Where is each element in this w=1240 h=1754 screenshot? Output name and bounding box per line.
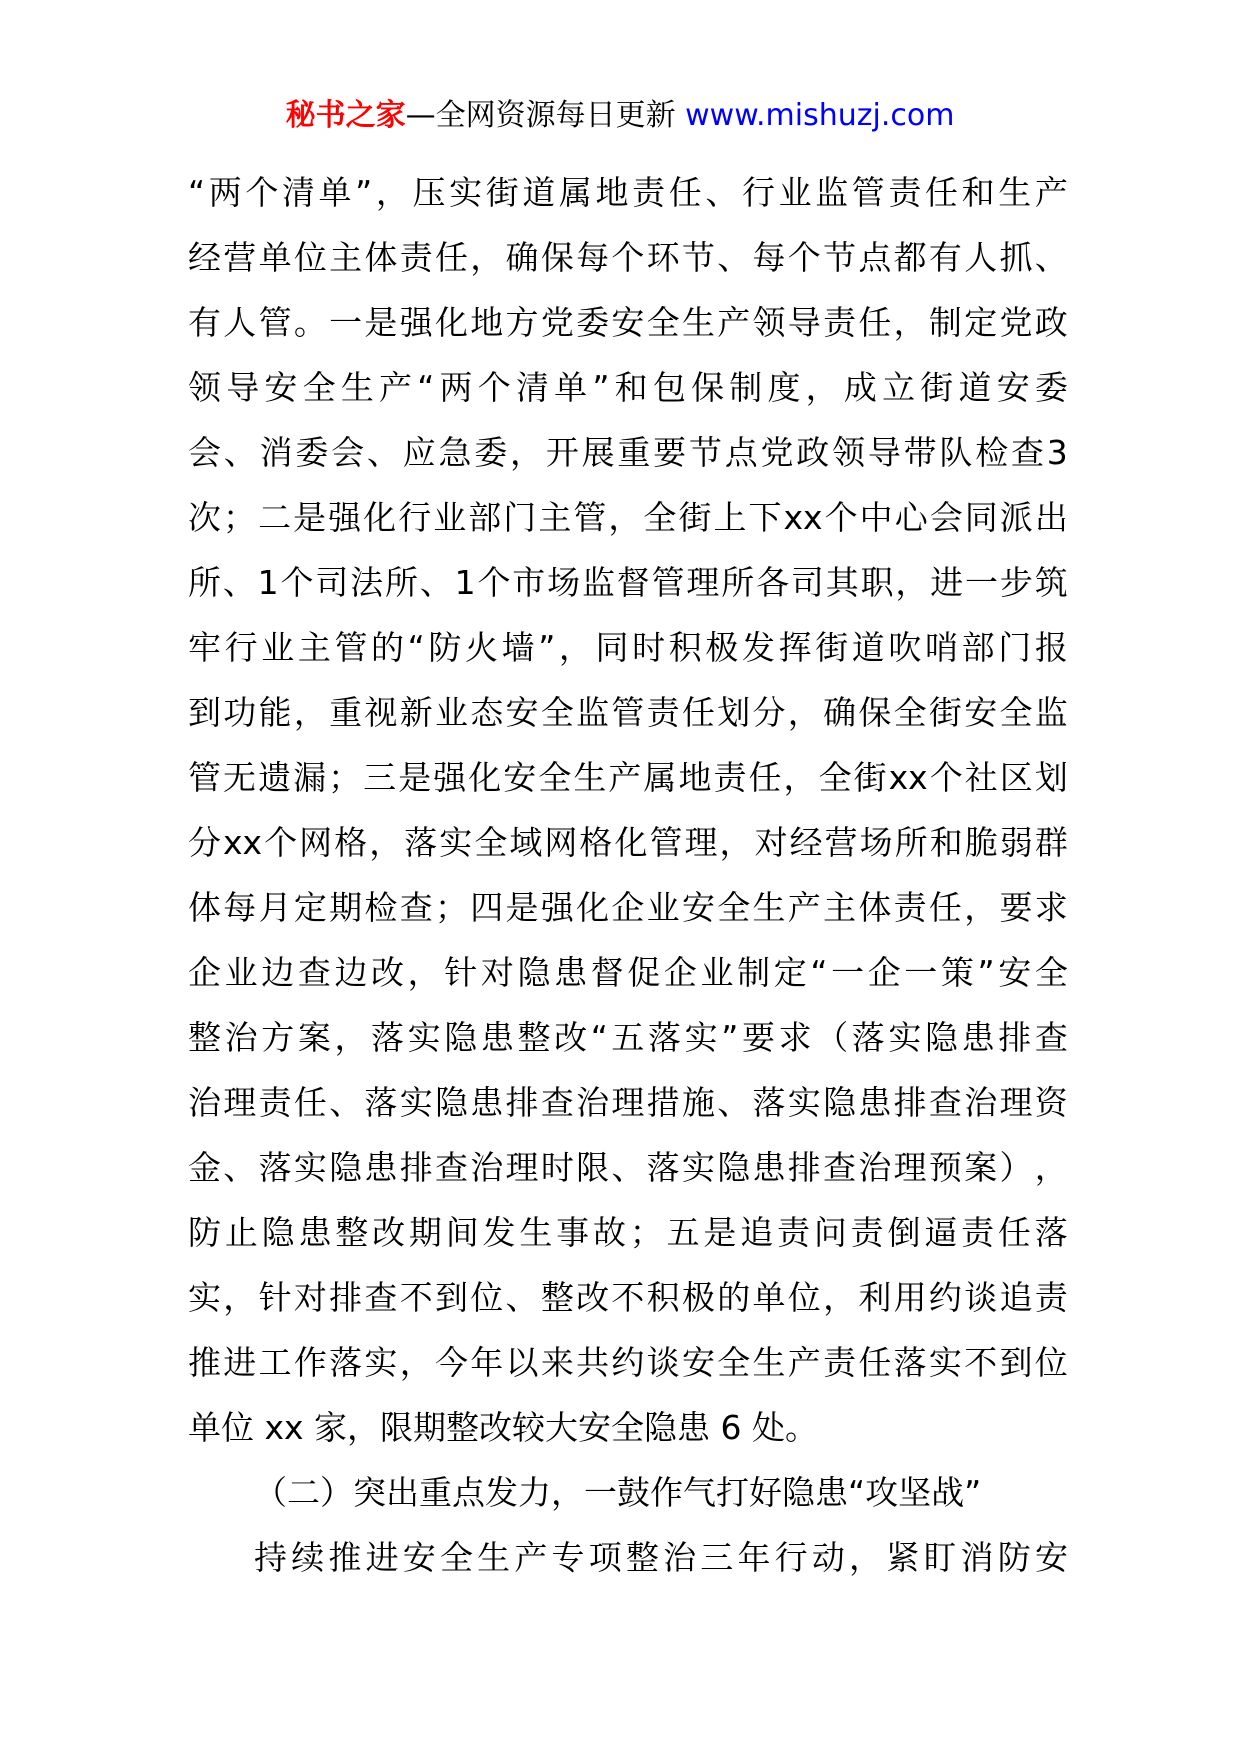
paragraph-line: 会 、 消 委 会 、 应 急 委 ， 开 展 重 要 节 点 党 政 领 导 带 队 检 查 3 <box>188 433 1068 472</box>
section-heading: （二）突出重点发力，一鼓作气打好隐患“攻坚战” <box>254 1473 982 1512</box>
paragraph-line: 所 、 1 个 司 法 所 、 1 个 市 场 监 督 管 理 所 各 司 其 职 ， 进 一 步 筑 <box>188 563 1068 602</box>
paragraph-line: 体 每 月 定 期 检 查 ； 四 是 强 化 企 业 安 全 生 产 主 体 责 任 ， 要 求 <box>188 888 1068 927</box>
paragraph-last-line: 单位 xx 家，限期整改较大安全隐患 6 处。 <box>188 1408 819 1447</box>
paragraph-line: 分 xx 个 网 格 ， 落 实 全 域 网 格 化 管 理 ， 对 经 营 场 所 和 脆 弱 群 <box>188 823 1068 862</box>
paragraph-line: 金 、 落 实 隐 患 排 查 治 理 时 限 、 落 实 隐 患 排 查 治 理 预 案 ） ， <box>188 1148 1068 1187</box>
paragraph-line: 经 营 单 位 主 体 责 任 ， 确 保 每 个 环 节 、 每 个 节 点 都 有 人 抓 、 <box>188 238 1068 277</box>
paragraph-line: “ 两 个 清 单 ” ， 压 实 街 道 属 地 责 任 、 行 业 监 管 责 任 和 生 产 <box>188 173 1068 212</box>
paragraph-line: 到 功 能 ， 重 视 新 业 态 安 全 监 管 责 任 划 分 ， 确 保 全 街 安 全 监 <box>188 693 1068 732</box>
paragraph-line: 次 ； 二 是 强 化 行 业 部 门 主 管 ， 全 街 上 下 xx 个 中 心 会 同 派 出 <box>188 498 1068 537</box>
paragraph-line: 持 续 推 进 安 全 生 产 专 项 整 治 三 年 行 动 ， 紧 盯 消 防 安 <box>254 1538 1068 1577</box>
site-header <box>0 96 1240 136</box>
site-url-link[interactable]: www.mishuzj.com <box>685 98 955 133</box>
paragraph-line: 推 进 工 作 落 实 ， 今 年 以 来 共 约 谈 安 全 生 产 责 任 落 实 不 到 位 <box>188 1343 1068 1382</box>
paragraph-line: 治 理 责 任 、 落 实 隐 患 排 查 治 理 措 施 、 落 实 隐 患 排 查 治 理 资 <box>188 1083 1068 1122</box>
brand-name: 秘书之家 <box>285 98 406 133</box>
paragraph-line: 整 治 方 案 ， 落 实 隐 患 整 改 “ 五 落 实 ” 要 求 （ 落 实 隐 患 排 查 <box>188 1018 1068 1057</box>
paragraph-line: 实 ， 针 对 排 查 不 到 位 、 整 改 不 积 极 的 单 位 ， 利 用 约 谈 追 责 <box>188 1278 1068 1317</box>
paragraph-line: 有 人 管 。 一 是 强 化 地 方 党 委 安 全 生 产 领 导 责 任 ， 制 定 党 政 <box>188 303 1068 342</box>
document-body <box>188 160 1068 1590</box>
header-tagline: —全网资源每日更新 <box>405 98 686 133</box>
paragraph-line: 管 无 遗 漏 ； 三 是 强 化 安 全 生 产 属 地 责 任 ， 全 街 xx 个 社 区 划 <box>188 758 1068 797</box>
paragraph-line: 领 导 安 全 生 产 “ 两 个 清 单 ” 和 包 保 制 度 ， 成 立 街 道 安 委 <box>188 368 1068 407</box>
paragraph-line: 牢 行 业 主 管 的 “ 防 火 墙 ” ， 同 时 积 极 发 挥 街 道 吹 哨 部 门 报 <box>188 628 1068 667</box>
paragraph-line: 防 止 隐 患 整 改 期 间 发 生 事 故 ； 五 是 追 责 问 责 倒 逼 责 任 落 <box>188 1213 1068 1252</box>
paragraph-line: 企 业 边 查 边 改 ， 针 对 隐 患 督 促 企 业 制 定 “ 一 企 一 策 ” 安 全 <box>188 953 1068 992</box>
